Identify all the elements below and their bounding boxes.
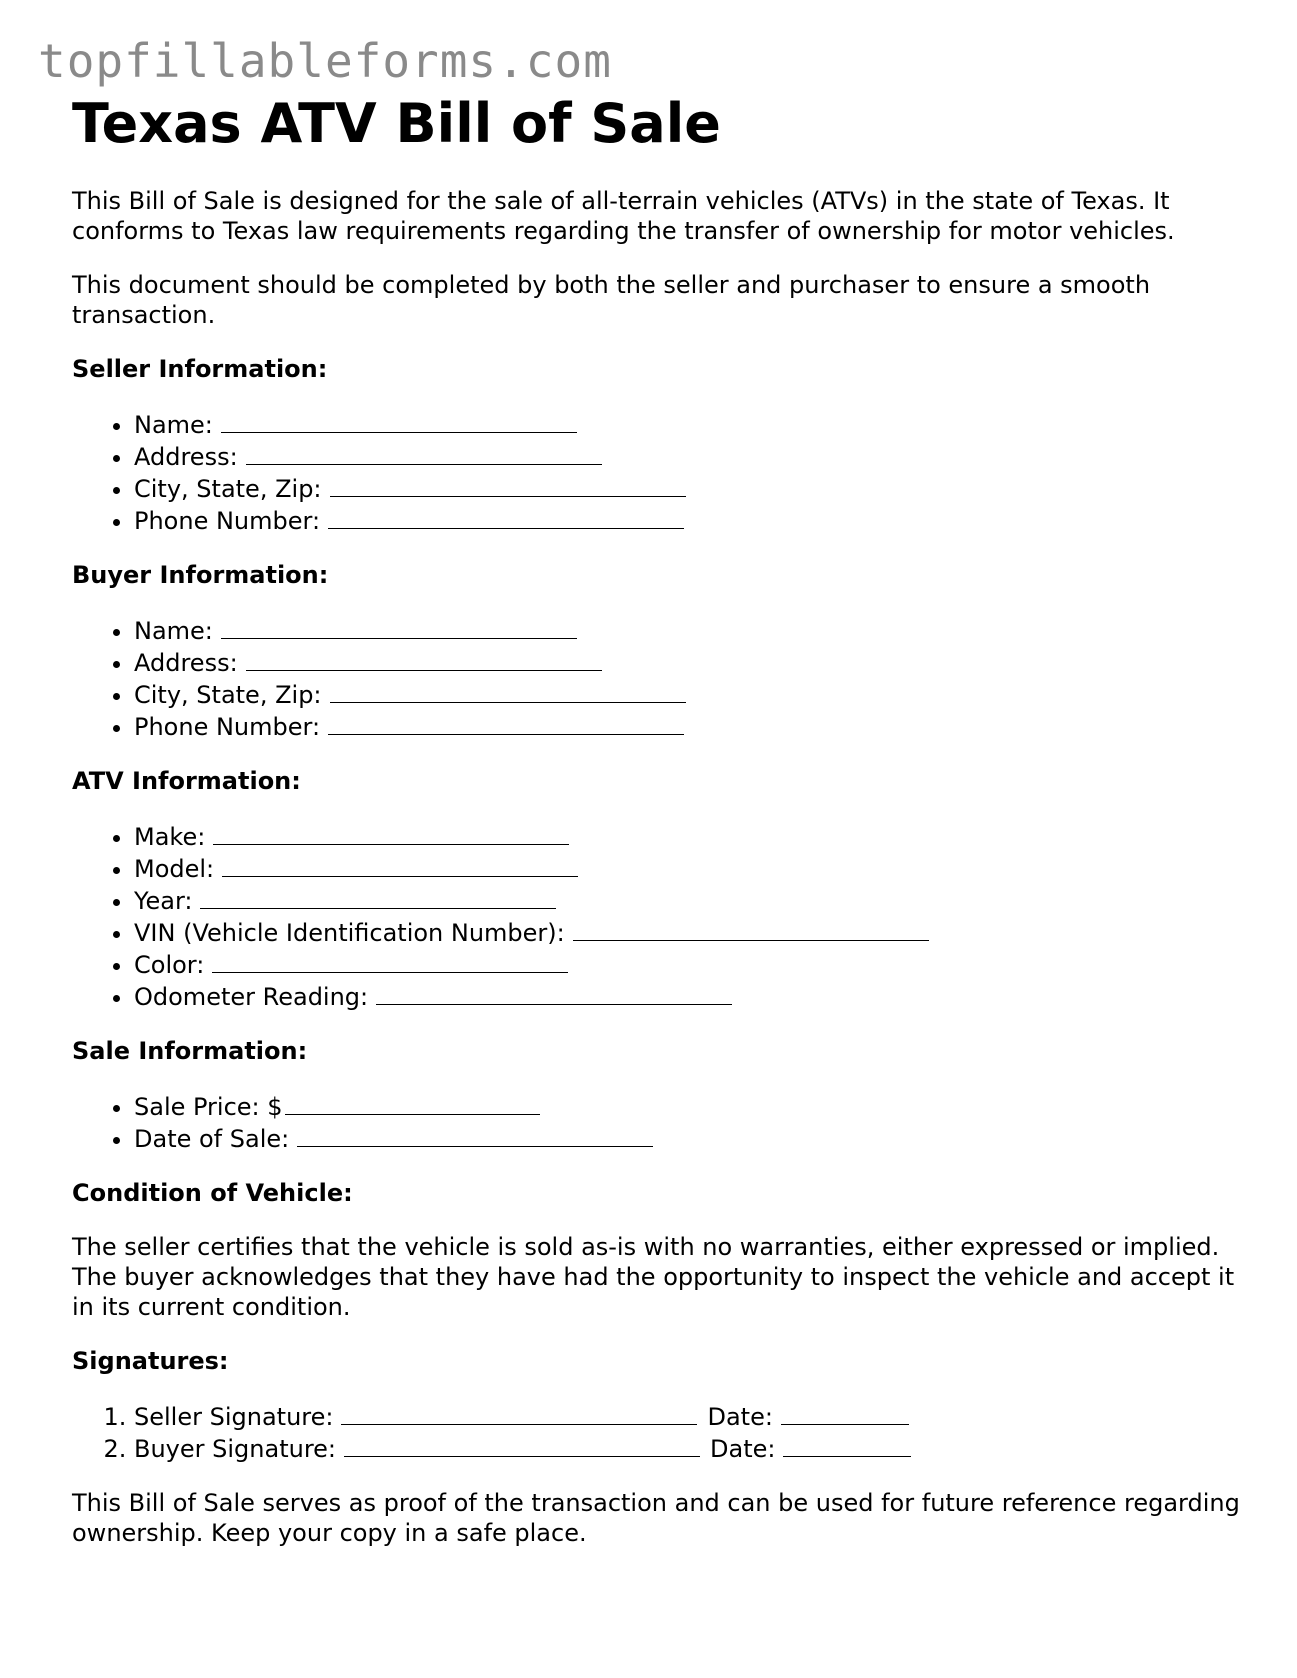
buyer-name-blank[interactable] bbox=[221, 614, 577, 639]
seller-city-blank[interactable] bbox=[330, 472, 686, 497]
atv-color-row bbox=[134, 948, 1242, 980]
sale-price-blank[interactable] bbox=[285, 1090, 540, 1115]
field-label: Make: bbox=[134, 823, 206, 851]
field-label: Odometer Reading: bbox=[134, 983, 369, 1011]
seller-heading: Seller Information: bbox=[72, 355, 328, 383]
buyer-date-blank[interactable] bbox=[783, 1432, 911, 1457]
signature-list bbox=[72, 1400, 1242, 1464]
buyer-signature-blank[interactable] bbox=[344, 1432, 700, 1457]
buyer-phone-row bbox=[134, 710, 1242, 742]
seller-date-blank[interactable] bbox=[781, 1400, 909, 1425]
atv-vin-blank[interactable] bbox=[573, 916, 929, 941]
condition-text: The seller certifies that the vehicle is sold as-is with no warranties, either expressed or implied. The buyer acknowledges that they have had the opportunity to inspect the vehicle and accept it in its current condition. bbox=[72, 1233, 1235, 1321]
closing-paragraph: This Bill of Sale serves as proof of the transaction and can be used for future reference regarding ownership. Keep your copy in a safe place. bbox=[72, 1489, 1240, 1547]
seller-signature-blank[interactable] bbox=[341, 1400, 697, 1425]
atv-vin-row bbox=[134, 916, 1242, 948]
atv-model-row bbox=[134, 852, 1242, 884]
field-label: Buyer Signature: bbox=[134, 1435, 337, 1463]
atv-make-blank[interactable] bbox=[213, 820, 569, 845]
field-label: Date: bbox=[707, 1403, 773, 1431]
buyer-signature-row bbox=[134, 1432, 1242, 1464]
field-label: Address: bbox=[134, 649, 238, 677]
seller-city-row bbox=[134, 472, 1242, 504]
sale-date-blank[interactable] bbox=[297, 1122, 653, 1147]
atv-year-blank[interactable] bbox=[200, 884, 556, 909]
atv-make-row bbox=[134, 820, 1242, 852]
condition-heading: Condition of Vehicle: bbox=[72, 1179, 353, 1207]
field-label: Date: bbox=[710, 1435, 776, 1463]
field-label: Seller Signature: bbox=[134, 1403, 334, 1431]
field-label: Address: bbox=[134, 443, 238, 471]
sale-fields bbox=[72, 1090, 1242, 1154]
sale-heading: Sale Information: bbox=[72, 1037, 308, 1065]
buyer-fields bbox=[72, 614, 1242, 742]
document bbox=[72, 92, 1242, 1548]
intro-paragraph-1: This Bill of Sale is designed for the sale of all-terrain vehicles (ATVs) in the state of Texas. It conforms to Texas law requirements regarding the transfer of ownership for motor vehicles. bbox=[72, 187, 1175, 245]
field-label: Phone Number: bbox=[134, 713, 321, 741]
atv-fields bbox=[72, 820, 1242, 1012]
buyer-city-row bbox=[134, 678, 1242, 710]
buyer-city-blank[interactable] bbox=[330, 678, 686, 703]
field-label: Year: bbox=[134, 887, 193, 915]
seller-name-row bbox=[134, 408, 1242, 440]
buyer-phone-blank[interactable] bbox=[328, 710, 684, 735]
atv-color-blank[interactable] bbox=[212, 948, 568, 973]
field-label: Name: bbox=[134, 411, 213, 439]
field-label: Phone Number: bbox=[134, 507, 321, 535]
atv-model-blank[interactable] bbox=[222, 852, 578, 877]
seller-address-blank[interactable] bbox=[246, 440, 602, 465]
seller-name-blank[interactable] bbox=[221, 408, 577, 433]
seller-signature-row bbox=[134, 1400, 1242, 1432]
field-label: Color: bbox=[134, 951, 205, 979]
sale-date-row bbox=[134, 1122, 1242, 1154]
field-label: Name: bbox=[134, 617, 213, 645]
intro-paragraph-2: This document should be completed by both the seller and purchaser to ensure a smooth transaction. bbox=[72, 271, 1151, 329]
page-title: Texas ATV Bill of Sale bbox=[72, 92, 721, 155]
seller-phone-blank[interactable] bbox=[328, 504, 684, 529]
field-label: VIN (Vehicle Identification Number): bbox=[134, 919, 565, 947]
buyer-heading: Buyer Information: bbox=[72, 561, 329, 589]
seller-address-row bbox=[134, 440, 1242, 472]
field-label: Sale Price: $ bbox=[134, 1093, 283, 1121]
buyer-name-row bbox=[134, 614, 1242, 646]
buyer-address-row bbox=[134, 646, 1242, 678]
atv-odometer-blank[interactable] bbox=[376, 980, 732, 1005]
sale-price-row bbox=[134, 1090, 1242, 1122]
field-label: Model: bbox=[134, 855, 215, 883]
watermark: topfillableforms.com bbox=[38, 34, 612, 88]
atv-heading: ATV Information: bbox=[72, 767, 301, 795]
signatures-heading: Signatures: bbox=[72, 1347, 229, 1375]
seller-phone-row bbox=[134, 504, 1242, 536]
buyer-address-blank[interactable] bbox=[246, 646, 602, 671]
atv-odometer-row bbox=[134, 980, 1242, 1012]
seller-fields bbox=[72, 408, 1242, 536]
field-label: Date of Sale: bbox=[134, 1125, 290, 1153]
atv-year-row bbox=[134, 884, 1242, 916]
field-label: City, State, Zip: bbox=[134, 475, 322, 503]
field-label: City, State, Zip: bbox=[134, 681, 322, 709]
